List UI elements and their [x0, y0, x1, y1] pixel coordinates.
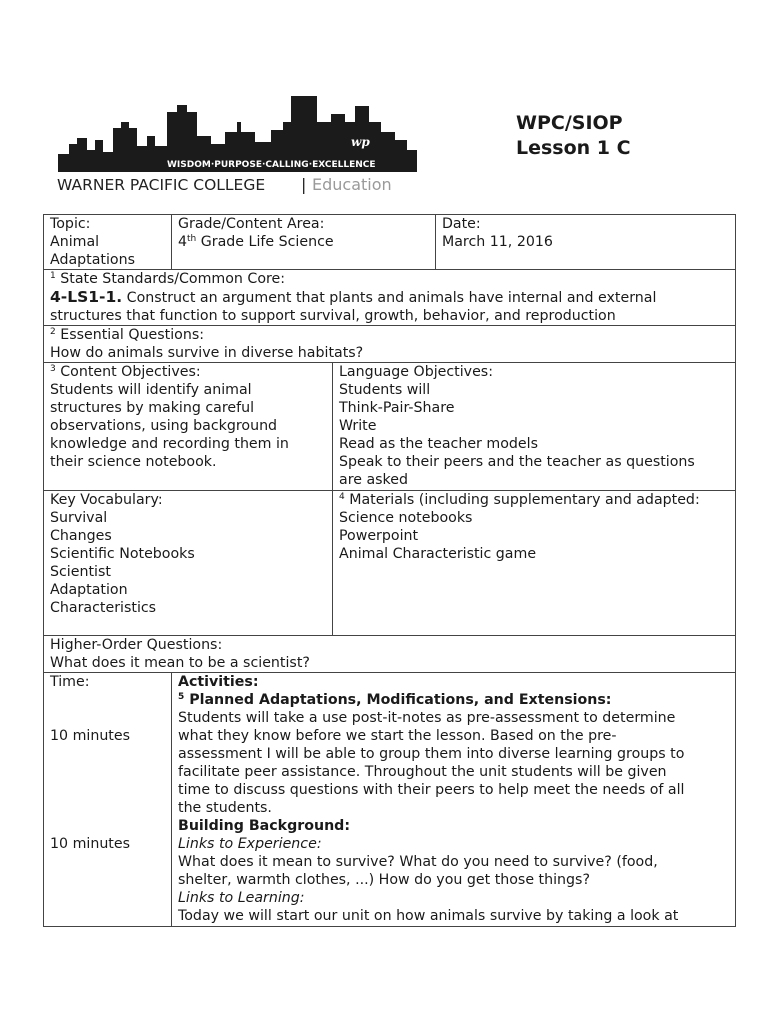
time-cell	[44, 673, 172, 927]
lesson-title	[516, 111, 631, 161]
logo-separator: |	[301, 175, 307, 194]
vocabulary-label: Key Vocabulary:	[50, 492, 163, 508]
date-value: March 11, 2016	[442, 234, 553, 250]
standards-label	[50, 270, 729, 288]
vocabulary-item: Changes	[50, 528, 112, 544]
language-objective-line: Write	[339, 418, 377, 434]
essential-label	[50, 326, 729, 344]
title-line-1: WPC/SIOP	[516, 112, 623, 134]
footnote-1: 1	[50, 271, 56, 281]
vocabulary-item: Scientific Notebooks	[50, 546, 195, 562]
content-objective-line: observations, using background	[50, 418, 278, 434]
spacer	[50, 781, 165, 799]
date-cell	[436, 215, 736, 270]
grade-subject: Grade Life Science	[196, 234, 334, 250]
language-objective-line: Students will	[339, 382, 431, 398]
time-label: Time:	[50, 674, 90, 690]
standard-code: 4-LS1-1.	[50, 288, 123, 306]
standards-cell	[44, 270, 736, 326]
grade-value	[178, 233, 429, 251]
grade-label: Grade/Content Area:	[178, 216, 325, 232]
vocabulary-item: Adaptation	[50, 582, 128, 598]
content-objective-line: knowledge and recording them in	[50, 436, 289, 452]
building-background-heading: Building Background:	[178, 818, 351, 834]
vocab-materials-row	[44, 491, 736, 636]
logo-monogram: wp	[351, 135, 370, 149]
logo-department: Education	[312, 175, 392, 194]
essential-row	[44, 326, 736, 363]
content-objectives-cell	[44, 363, 333, 491]
language-objectives-label: Language Objectives:	[339, 364, 493, 380]
standards-text-2: structures that function to support survival, growth, behavior, and reproduction	[50, 308, 616, 324]
standards-label-text: State Standards/Common Core:	[55, 271, 286, 287]
footnote-4: 4	[339, 492, 345, 502]
standards-text-1	[50, 288, 729, 307]
adaptations-heading-text: Planned Adaptations, Modifications, and Extensions:	[184, 692, 612, 708]
vocabulary-item: Characteristics	[50, 600, 157, 616]
learning-line: Today we will start our unit on how animals survive by taking a look at	[178, 908, 679, 924]
experience-line: shelter, warmth clothes, ...) How do you get those things?	[178, 872, 590, 888]
language-objective-line: Think-Pair-Share	[339, 400, 455, 416]
adaptations-line: assessment I will be able to group them into diverse learning groups to	[178, 746, 685, 762]
experience-line: What does it mean to survive? What do you need to survive? (food,	[178, 854, 658, 870]
spacer	[50, 817, 165, 835]
hoq-label: Higher-Order Questions:	[50, 637, 223, 653]
language-objective-line: Speak to their peers and the teacher as questions	[339, 454, 695, 470]
footnote-5: 5	[178, 692, 185, 702]
content-objectives-label-text: Content Objectives:	[55, 364, 201, 380]
time-value-1: 10 minutes	[50, 728, 130, 744]
adaptations-line: facilitate peer assistance. Throughout the unit students will be given	[178, 764, 667, 780]
topic-label: Topic:	[50, 216, 91, 232]
hoq-row	[44, 636, 736, 673]
content-objective-line: structures by making careful	[50, 400, 255, 416]
adaptations-line: Students will take a use post-it-notes as pre-assessment to determine	[178, 710, 676, 726]
activities-cell	[172, 673, 736, 927]
language-objective-line: Read as the teacher models	[339, 436, 538, 452]
vocabulary-item: Scientist	[50, 564, 111, 580]
topic-value-1: Animal	[50, 234, 100, 250]
date-label: Date:	[442, 216, 481, 232]
content-objectives-label	[50, 363, 326, 381]
vocabulary-cell	[44, 491, 333, 636]
logo-tagline: WISDOM·PURPOSE·CALLING·EXCELLENCE	[167, 160, 376, 170]
essential-label-text: Essential Questions:	[55, 327, 204, 343]
spacer	[50, 799, 165, 817]
topic-cell	[44, 215, 172, 270]
links-to-experience-label: Links to Experience:	[178, 836, 322, 852]
grade-number: 4	[178, 234, 188, 250]
vocabulary-item: Survival	[50, 510, 108, 526]
adaptations-line: time to discuss questions with their peers to help meet the needs of all	[178, 782, 685, 798]
hoq-text: What does it mean to be a scientist?	[50, 655, 310, 671]
topic-value-2: Adaptations	[50, 252, 135, 268]
materials-label	[339, 491, 729, 509]
footnote-2: 2	[50, 327, 56, 337]
hoq-cell	[44, 636, 736, 673]
standards-row	[44, 270, 736, 326]
language-objective-line: are asked	[339, 472, 408, 488]
spacer	[50, 763, 165, 781]
grade-suffix: th	[187, 234, 197, 244]
adaptations-line: the students.	[178, 800, 272, 816]
logo-college-name: WARNER PACIFIC COLLEGE	[57, 176, 266, 194]
materials-item: Animal Characteristic game	[339, 546, 537, 562]
header-row	[44, 215, 736, 270]
footnote-3: 3	[50, 364, 56, 374]
time-value-2: 10 minutes	[50, 836, 130, 852]
spacer	[50, 745, 165, 763]
lesson-plan-table	[43, 214, 736, 927]
content-objective-line: Students will identify animal	[50, 382, 252, 398]
links-to-learning-label: Links to Learning:	[178, 890, 305, 906]
activities-label: Activities:	[178, 674, 259, 690]
essential-cell	[44, 326, 736, 363]
materials-item: Science notebooks	[339, 510, 473, 526]
objectives-row	[44, 363, 736, 491]
adaptations-heading	[178, 691, 729, 709]
materials-label-text: Materials (including supplementary and adapted:	[344, 492, 700, 508]
spacer	[50, 691, 165, 709]
grade-cell	[172, 215, 436, 270]
materials-cell	[333, 491, 736, 636]
materials-item: Powerpoint	[339, 528, 419, 544]
spacer	[50, 709, 165, 727]
essential-text: How do animals survive in diverse habitats?	[50, 345, 364, 361]
language-objectives-cell	[333, 363, 736, 491]
college-logo	[55, 92, 420, 197]
activities-row	[44, 673, 736, 927]
standard-text: Construct an argument that plants and animals have internal and external	[122, 290, 657, 306]
adaptations-line: what they know before we start the lesson. Based on the pre-	[178, 728, 617, 744]
content-objective-line: their science notebook.	[50, 454, 217, 470]
title-line-2: Lesson 1 C	[516, 137, 631, 159]
